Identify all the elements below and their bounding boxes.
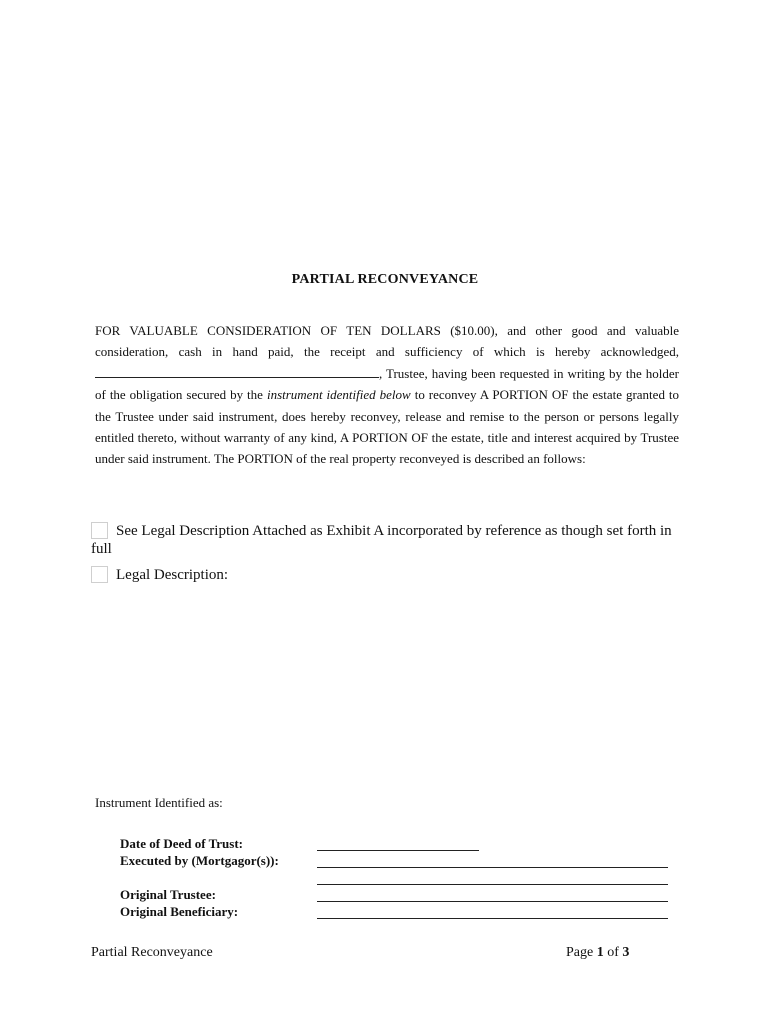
document-title: PARTIAL RECONVEYANCE: [291, 272, 479, 287]
body-paragraph: [95, 320, 679, 470]
exhibit-a-label: See Legal Description Attached as Exhibit A incorporated by reference as though set forth in full: [91, 523, 672, 557]
paragraph-part1: FOR VALUABLE CONSIDERATION OF TEN DOLLARS ($10.00), and other good and valuable consideration, cash in hand paid, the receipt and sufficiency of which is hereby acknowledged,: [95, 323, 679, 360]
footer-document-name: Partial Reconveyance: [91, 945, 213, 960]
executed-by-line-2[interactable]: [317, 884, 668, 885]
original-trustee-line[interactable]: [317, 901, 668, 902]
executed-by-line[interactable]: [317, 867, 668, 868]
option-legal-description: [91, 566, 681, 584]
legal-description-checkbox[interactable]: [91, 566, 108, 583]
page-current: 1: [596, 945, 604, 960]
instrument-identified-label: Instrument Identified as:: [95, 795, 223, 810]
date-of-deed-line[interactable]: [317, 850, 479, 851]
paragraph-italic: instrument identified below: [266, 387, 411, 403]
trustee-name-blank[interactable]: [95, 364, 379, 378]
paragraph-part2: , Trustee, having been requested in writing by the holder of the obligation secured by the: [95, 365, 679, 403]
paragraph-part3: to reconvey A PORTION OF the estate granted to the Trustee under said instrument, does hereby reconvey, release and remise to the person or persons legally entitled thereto, without warranty of any kind, A PORTION OF the estate, title and interest acquired by Trustee under said instrument. The PORTION of the real property reconveyed is described an follows:: [95, 387, 680, 467]
page-prefix: Page: [566, 945, 594, 960]
page-total: 3: [622, 945, 630, 960]
exhibit-a-checkbox[interactable]: [91, 522, 108, 539]
page-of: of: [607, 945, 619, 960]
original-trustee-label: Original Trustee:: [120, 887, 216, 902]
footer-page-number: [566, 945, 629, 961]
original-beneficiary-label: Original Beneficiary:: [120, 904, 239, 919]
date-of-deed-label: Date of Deed of Trust:: [120, 836, 243, 851]
executed-by-label: Executed by (Mortgagor(s)):: [120, 853, 279, 868]
option-exhibit-a: [91, 522, 681, 558]
legal-description-label: Legal Description:: [116, 567, 229, 583]
original-beneficiary-line[interactable]: [317, 918, 668, 919]
